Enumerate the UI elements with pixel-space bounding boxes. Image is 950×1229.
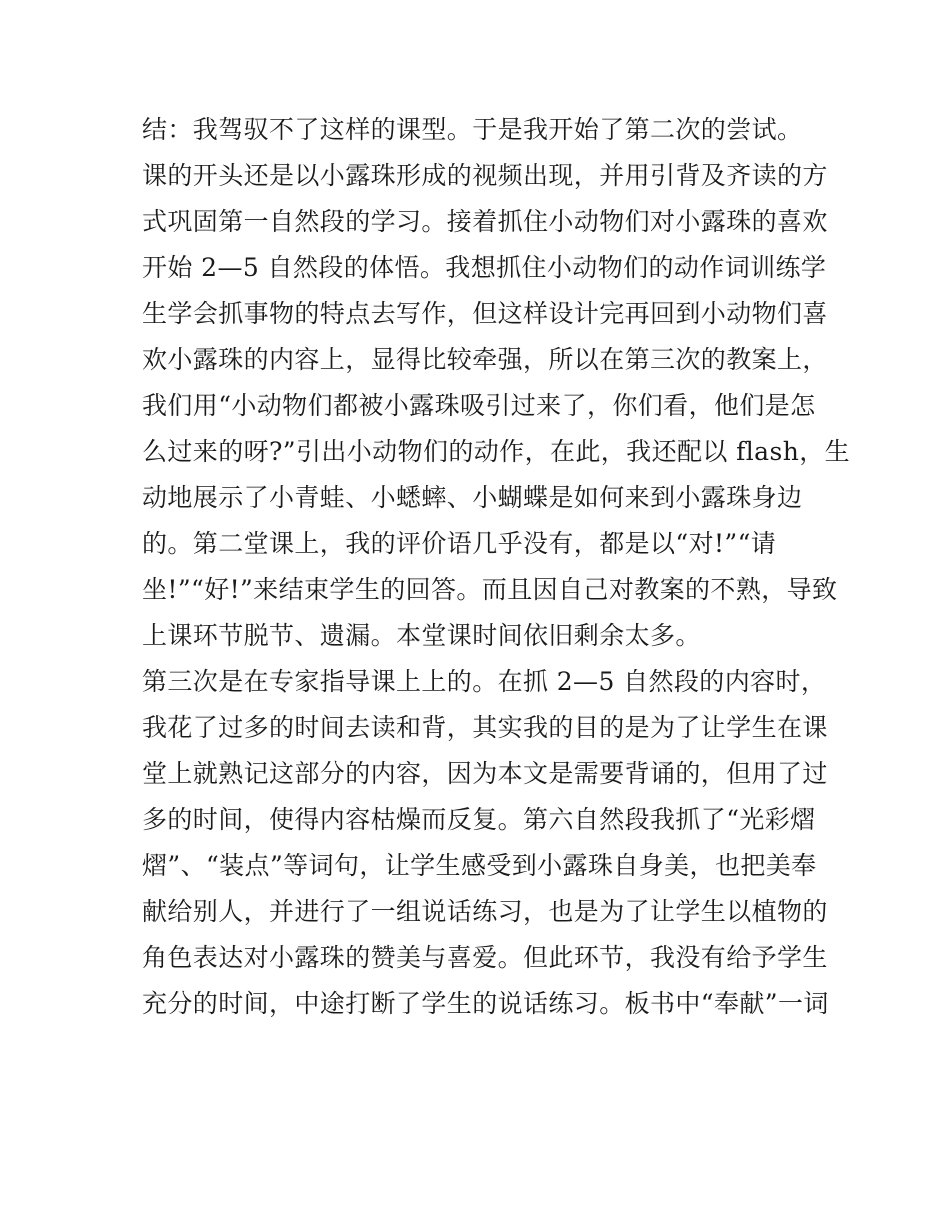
text-line: 充分的时间，中途打断了学生的说话练习。板书中“奉献”一词 bbox=[142, 989, 829, 1018]
text-line: 上课环节脱节、遗漏。本堂课时间依旧剩余太多。 bbox=[142, 621, 701, 650]
text-line: 开始 2—5 自然段的体悟。我想抓住小动物们的动作词训练学 bbox=[142, 253, 827, 282]
text-line: 献给别人，并进行了一组说话练习，也是为了让学生以植物的 bbox=[142, 897, 828, 926]
body-text bbox=[142, 107, 851, 1027]
text-line: 角色表达对小露珠的赞美与喜爱。但此环节，我没有给予学生 bbox=[142, 943, 828, 972]
text-line: 第三次是在专家指导课上上的。在抓 2—5 自然段的内容时， bbox=[142, 667, 827, 696]
text-line: 多的时间，使得内容枯燥而反复。第六自然段我抓了“光彩熠 bbox=[142, 805, 816, 834]
text-line: 动地展示了小青蛙、小蟋蟀、小蝴蝶是如何来到小露珠身边 bbox=[142, 483, 803, 512]
text-line: 式巩固第一自然段的学习。接着抓住小动物们对小露珠的喜欢 bbox=[142, 207, 828, 236]
text-line: 么过来的呀?”引出小动物们的动作，在此，我还配以 flash，生 bbox=[142, 437, 851, 466]
text-line: 结：我驾驭不了这样的课型。于是我开始了第二次的尝试。 bbox=[142, 115, 803, 144]
text-line: 生学会抓事物的特点去写作，但这样设计完再回到小动物们喜 bbox=[142, 299, 828, 328]
text-line: 我们用“小动物们都被小露珠吸引过来了，你们看，他们是怎 bbox=[142, 391, 816, 420]
text-line: 欢小露珠的内容上，显得比较牵强，所以在第三次的教案上， bbox=[142, 345, 828, 374]
text-line: 我花了过多的时间去读和背，其实我的目的是为了让学生在课 bbox=[142, 713, 828, 742]
text-line: 堂上就熟记这部分的内容，因为本文是需要背诵的，但用了过 bbox=[142, 759, 828, 788]
text-line: 课的开头还是以小露珠形成的视频出现，并用引背及齐读的方 bbox=[142, 161, 828, 190]
text-line: 的。第二堂课上，我的评价语几乎没有，都是以“对!”“请 bbox=[142, 529, 777, 558]
text-line: 熠”、“装点”等词句，让学生感受到小露珠自身美，也把美奉 bbox=[142, 851, 817, 880]
text-line: 坐!”“好!”来结束学生的回答。而且因自己对教案的不熟，导致 bbox=[142, 575, 838, 604]
